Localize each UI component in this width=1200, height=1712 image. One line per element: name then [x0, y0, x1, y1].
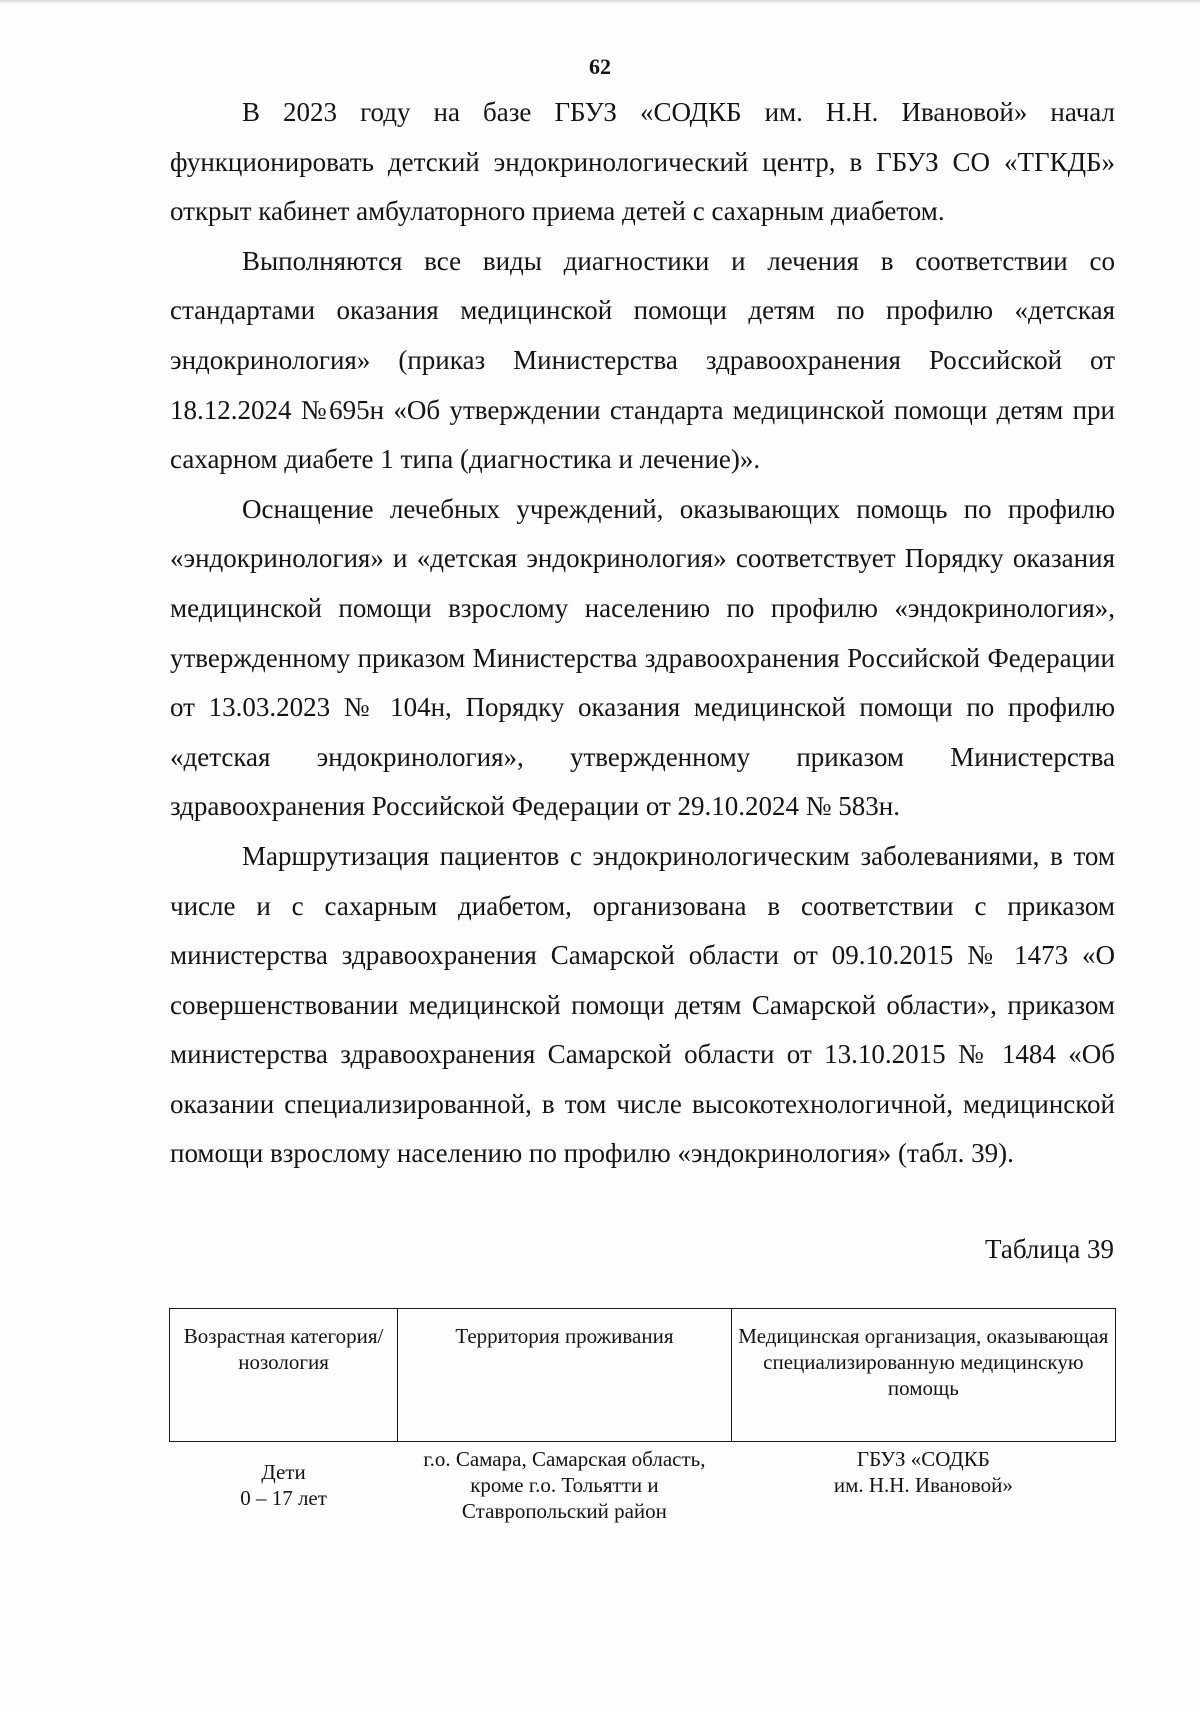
- routing-table: [169, 1308, 1116, 1528]
- cell-text: Дети 0 – 17 лет: [240, 1460, 327, 1510]
- scan-edge: [0, 0, 1200, 4]
- table-header-row: [170, 1309, 1116, 1442]
- body-text: [170, 88, 1115, 1179]
- paragraph: Оснащение лечебных учреждений, оказывающих помощь по профилю «эндокринология» и «детская эндокринология» соответствует Порядку оказания медицинской помощи взрослому населению по профилю «эндокринология», утвержденному приказом Министерства здравоохранения Российской Федерации от 13.03.2023 № 104н, Порядку оказания медицинской помощи по профилю «детская эндокринология», утвержденному приказом Министерства здравоохранения Российской Федерации от 29.10.2024 № 583н.: [170, 493, 1115, 822]
- cell-territory: [398, 1442, 732, 1529]
- table-row: [170, 1442, 1116, 1529]
- paragraph: Выполняются все виды диагностики и лечения в соответствии со стандартами оказания медицинской помощи детям по профилю «детская эндокринология» (приказ Министерства здравоохранения Российской от 18.12.2024 №695н «Об утверждении стандарта медицинской помощи детям при сахарном диабете 1 типа (диагностика и лечение)».: [170, 245, 1115, 475]
- header-age-category: Возрастная категория/нозология: [170, 1309, 398, 1442]
- cell-age-category: [170, 1442, 398, 1529]
- cell-text: ГБУЗ «СОДКБ им. Н.Н. Ивановой»: [833, 1447, 1013, 1497]
- cell-organization: [731, 1442, 1115, 1529]
- page-number: 62: [589, 54, 611, 79]
- paragraph: В 2023 году на базе ГБУЗ «СОДКБ им. Н.Н. Ивановой» начал функционировать детский эндокринологический центр, в ГБУЗ СО «ТГКДБ» открыт кабинет амбулаторного приема детей с сахарным диабетом.: [170, 97, 1115, 227]
- table-caption: Таблица 39: [985, 1234, 1114, 1264]
- header-organization: Медицинская организация, оказывающая специализированную медицинскую помощь: [731, 1309, 1115, 1442]
- cell-text: г.о. Самара, Самарская область, кроме г.о. Тольятти и Ставропольский район: [423, 1447, 706, 1523]
- paragraph: Маршрутизация пациентов с эндокринологическим заболеваниями, в том числе и с сахарным диабетом, организована в соответствии с приказом министерства здравоохранения Самарской области от 09.10.2015 № 1473 «О совершенствовании медицинской помощи детям Самарской области», приказом министерства здравоохранения Самарской области от 13.10.2015 № 1484 «Об оказании специализированной, в том числе высокотехнологичной, медицинской помощи взрослому населению по профилю «эндокринология» (табл. 39).: [170, 840, 1115, 1169]
- header-territory: Территория проживания: [398, 1309, 732, 1442]
